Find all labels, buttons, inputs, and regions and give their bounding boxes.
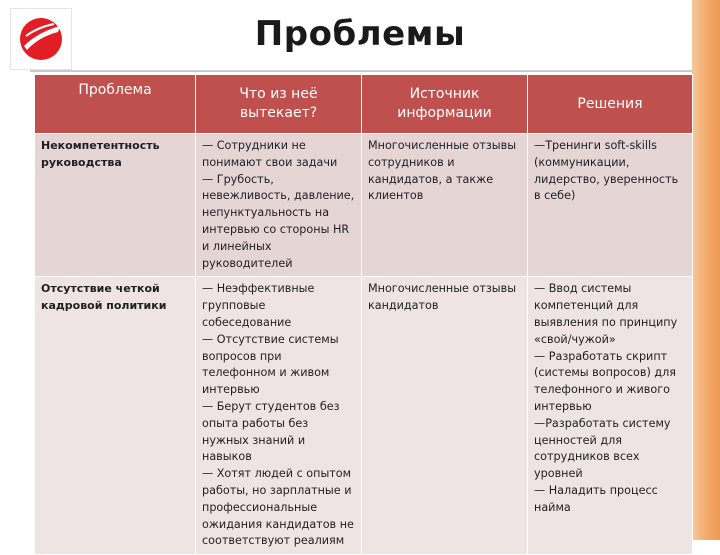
- cell-consequences: — Неэффективные групповые собеседование — Отсутствие системы вопросов при телефонном и живом интервью — Берут студентов без опыта работы без нужных знаний и навыков — Хотят людей с опытом работы, но зарплатные и профессиональные ожидания кандидатов не соответствуют реалиям: [196, 277, 362, 555]
- table-row: [35, 134, 693, 277]
- decorative-side-strip: [692, 0, 720, 540]
- problems-table: [34, 74, 693, 555]
- cell-consequences: — Сотрудники не понимают свои задачи — Грубость, невежливость, давление, непунктуальность на интервью со стороны HR и линейных руководителей: [196, 134, 362, 277]
- header-solutions: Решения: [528, 75, 693, 134]
- header-consequences: Что из неё вытекает?: [196, 75, 362, 134]
- cell-solutions: — Ввод системы компетенций для выявления по принципу «свой/чужой» — Разработать скрипт (системы вопросов) для телефонного и живого интервью —Разработать систему ценностей для сотрудников всех уровней — Наладить процесс найма: [528, 277, 693, 555]
- header-problem: Проблема: [35, 75, 196, 134]
- table-header-row: [35, 75, 693, 134]
- table-row: [35, 277, 693, 555]
- cell-source: Многочисленные отзывы кандидатов: [362, 277, 528, 555]
- cell-problem: Некомпетентность руководства: [35, 134, 196, 277]
- header-source: Источник информации: [362, 75, 528, 134]
- cell-problem: Отсутствие четкой кадровой политики: [35, 277, 196, 555]
- slide-title: Проблемы: [254, 14, 466, 54]
- title-divider: [30, 70, 692, 72]
- cell-solutions: —Тренинги soft-skills (коммуникации, лидерство, уверенность в себе): [528, 134, 693, 277]
- cell-source: Многочисленные отзывы сотрудников и кандидатов, а также клиентов: [362, 134, 528, 277]
